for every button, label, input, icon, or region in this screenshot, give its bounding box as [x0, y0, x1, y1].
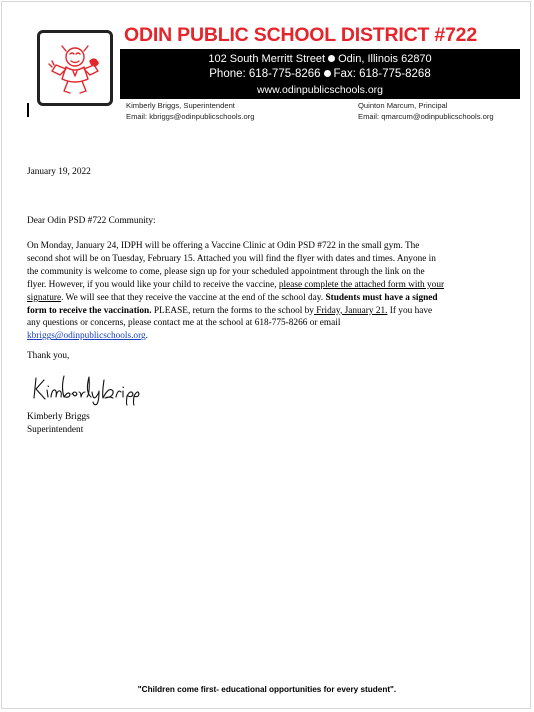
- fax-number: Fax: 618-775-8268: [333, 68, 431, 80]
- phone-fax-line: [120, 68, 520, 80]
- underlined-instruction: signature: [27, 292, 62, 303]
- letter-salutation: Dear Odin PSD #722 Community:: [27, 216, 156, 226]
- signer-title: Superintendent: [27, 425, 84, 435]
- body-line: [27, 330, 507, 343]
- underlined-instruction: please complete the attached form with your: [278, 279, 445, 290]
- principal-email: Email: qmarcum@odinpublicschools.org: [358, 112, 494, 121]
- handwritten-signature: [30, 372, 140, 406]
- body-line: [27, 305, 507, 318]
- body-text-span: .: [145, 331, 148, 342]
- phone-number: Phone: 618-775-8266: [209, 68, 321, 80]
- bullet-dot-icon: [324, 70, 331, 77]
- body-text-span: flyer. However, if you would like your child to receive the vaccine,: [27, 279, 279, 290]
- principal-name: Quinton Marcum, Principal: [358, 101, 448, 110]
- body-line: On Monday, January 24, IDPH will be offering a Vaccine Clinic at Odin PSD #722 in the small gym. The: [27, 241, 420, 251]
- signature-graphic: [30, 372, 140, 406]
- bold-requirement: Students must have a signed: [325, 292, 438, 303]
- margin-marker: [27, 103, 29, 117]
- letterhead-contact-band: [120, 49, 520, 99]
- letter-body: [27, 240, 507, 343]
- body-line: second shot will be on Tuesday, February 15. Attached you will find the flyer with dates and times. Anyone in: [27, 253, 436, 264]
- body-line: the community is welcome to come, please sign up for your scheduled appointment through the link on the: [27, 266, 425, 277]
- body-line: any questions or concerns, please contact me at the school at 618-775-8266 or email: [27, 318, 341, 329]
- mascot-logo-icon: [44, 37, 106, 99]
- school-logo: [37, 30, 113, 106]
- body-line: [27, 279, 507, 292]
- district-title: ODIN PUBLIC SCHOOL DISTRICT #722: [124, 24, 477, 46]
- principal-contact: [358, 100, 494, 122]
- bold-requirement: form to receive the vaccination.: [27, 305, 152, 316]
- superintendent-name: Kimberly Briggs, Superintendent: [126, 101, 235, 110]
- body-text-span: If you have: [387, 305, 433, 316]
- body-line: [27, 292, 507, 305]
- superintendent-contact: [126, 100, 254, 122]
- email-link[interactable]: kbriggs@odinpublicschools.org: [27, 331, 146, 342]
- website-line: www.odinpublicschools.org: [256, 84, 384, 96]
- footer-motto: "Children come first- educational opportunities for every student".: [137, 685, 397, 694]
- body-text-span: PLEASE, return the forms to the school by: [151, 305, 314, 316]
- superintendent-email: Email: kbriggs@odinpublicschools.org: [126, 112, 255, 121]
- address-street: 102 South Merritt Street: [208, 53, 326, 65]
- letter-date: January 19, 2022: [27, 167, 91, 177]
- due-date: Friday, January 21.: [313, 305, 388, 316]
- body-text-span: . We will see that they receive the vaccine at the end of the school day.: [61, 292, 326, 303]
- address-city: Odin, Illinois 62870: [338, 53, 432, 65]
- signer-name: Kimberly Briggs: [27, 412, 90, 422]
- letter-closing: Thank you,: [27, 351, 70, 361]
- bullet-dot-icon: [328, 55, 335, 62]
- address-line: [120, 53, 520, 65]
